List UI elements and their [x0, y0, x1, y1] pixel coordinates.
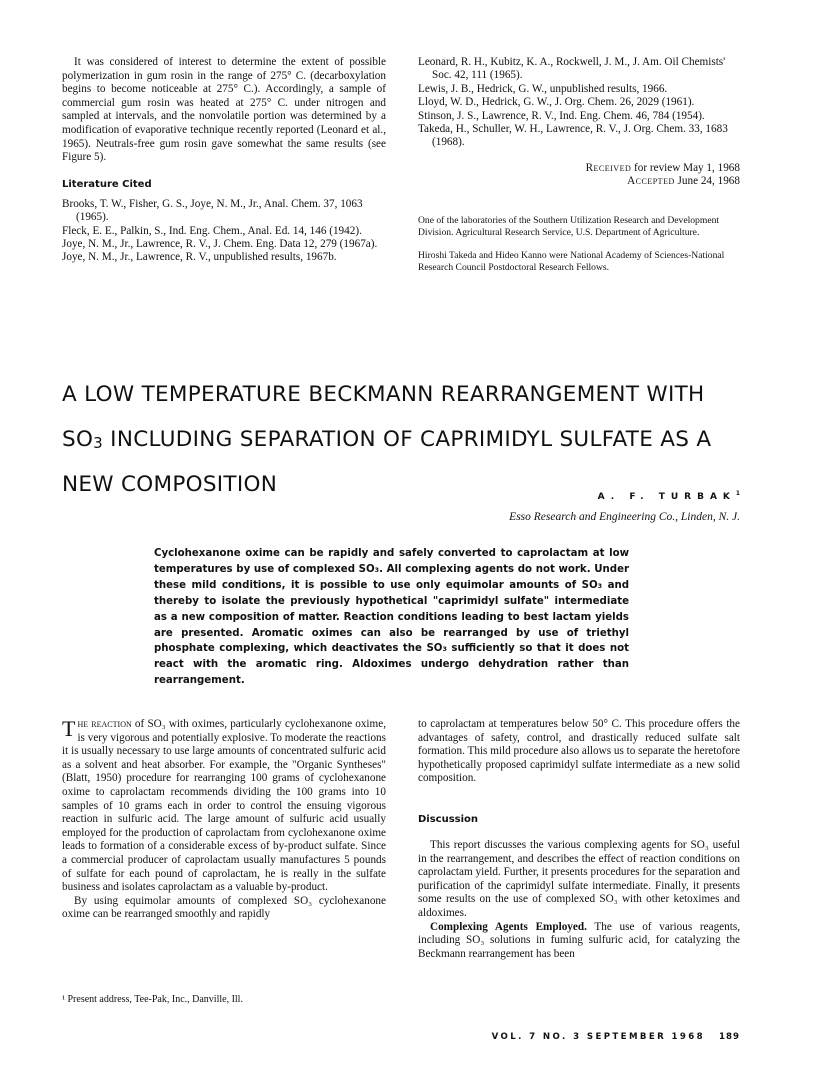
accepted-date: June 24, 1968	[677, 175, 740, 188]
body-paragraph-4: This report discusses the various complexing agents for SO₃ useful in the rearrangement, and describes the effect of reaction conditions on caprolactam yield. Further, it presents procedures for the separation and purification of the caprimidyl sulfate intermediate. Finally, it presents some results on the use of complexed SO₃ with other ketoximes and aldoximes.	[418, 838, 740, 919]
reference-item: Leonard, R. H., Kubitz, K. A., Rockwell, J. M., J. Am. Oil Chemists' Soc. 42, 111 (1965).	[418, 56, 726, 82]
reference-item: Brooks, T. W., Fisher, G. S., Joye, N. M., Jr., Anal. Chem. 37, 1063 (1965).	[62, 197, 363, 224]
author-text: A. F. TURBAK	[597, 492, 736, 502]
author-affiliation: Esso Research and Engineering Co., Linden, N. J.	[509, 511, 740, 523]
body-paragraph-1	[62, 718, 386, 895]
title-subscript: 3	[93, 434, 104, 452]
body-left-column	[62, 718, 386, 922]
body-paragraph-2: By using equimolar amounts of complexed SO₃ cyclohexanone oxime can be rearranged smoothly and rapidly	[62, 894, 386, 921]
received-line	[418, 162, 740, 176]
received-label: Received	[585, 161, 632, 174]
title-line-2-rest: INCLUDING SEPARATION OF CAPRIMIDYL SULFATE AS A	[103, 427, 712, 452]
reference-item: Lewis, J. B., Hedrick, G. W., unpublished results, 1966.	[418, 82, 668, 95]
accepted-line	[418, 175, 740, 189]
page-number: 189	[719, 1032, 740, 1042]
author-name	[470, 492, 740, 502]
lead-in: he reaction	[77, 718, 132, 730]
drop-cap: T	[62, 716, 76, 741]
literature-cited-heading: Literature Cited	[62, 178, 152, 190]
reference-item: Joye, N. M., Jr., Lawrence, R. V., J. Chem. Eng. Data 12, 279 (1967a).	[62, 237, 378, 250]
reference-item: Takeda, H., Schuller, W. H., Lawrence, R. V., J. Org. Chem. 33, 1683 (1968).	[418, 123, 728, 149]
reference-item: Fleck, E. E., Palkin, S., Ind. Eng. Chem., Anal. Ed. 14, 146 (1942).	[62, 224, 362, 237]
title-line-3: NEW COMPOSITION	[62, 472, 278, 497]
accepted-label: Accepted	[627, 175, 675, 188]
article-title	[62, 372, 752, 507]
top-right-column	[418, 56, 740, 273]
top-left-column	[62, 56, 386, 265]
paragraph-run-in-head: Complexing Agents Employed.	[430, 920, 587, 933]
body-paragraph-5	[418, 921, 740, 962]
body-paragraph-3: to caprolactam at temperatures below 50° C. This procedure offers the advantages of safety, control, and drastically reduced sulfate salt formation. This mild procedure also allows us to separate the heretofore hypothetically proposed caprimidyl sulfate intermediate as a new solid composition.	[418, 718, 740, 785]
abstract: Cyclohexanone oxime can be rapidly and safely converted to caprolactam at low temperatures by use of complexed SO₃. All complexing agents do not work. Under these mild conditions, it is possible to use only equimolar amounts of SO₃ and thereby to isolate the previously hypothetical "caprimidyl sulfate" intermediate as a new composition of matter. Reaction conditions leading to best lactam yields are presented. Aromatic oximes can also be rearranged by use of triethyl phosphate complexing, which deactivates the SO₃ sufficiently so that it does not react with the aromatic ring. Aldoximes undergo dehydration rather than rearrangement.	[154, 548, 629, 687]
title-line-1: A LOW TEMPERATURE BECKMANN REARRANGEMENT WITH	[62, 382, 705, 407]
fellows-note: Hiroshi Takeda and Hideo Kanno were National Academy of Sciences-National Research Council Postdoctoral Research Fellows.	[418, 250, 725, 273]
received-date: for review May 1, 1968	[634, 161, 740, 174]
intro-paragraph: It was considered of interest to determine the extent of possible polymerization in gum rosin in the range of 275° C. (decarboxylation begins to become noticeable at 275° C.). Accordingly, a sample of commercial gum rosin was heated at 275° C. under nitrogen and sampled at intervals, and the nonvolatile portion was determined by a modification of evaporative technique recently reported (Leonard et al., 1965). Neutrals-free gum rosin gave somewhat the same results (see Figure 5).	[62, 56, 386, 164]
lab-note: One of the laboratories of the Southern Utilization Research and Development Division. Agricultural Research Service, U.S. Department of Agriculture.	[418, 215, 720, 238]
footnote: ¹ Present address, Tee-Pak, Inc., Danville, Ill.	[62, 994, 243, 1005]
discussion-heading: Discussion	[418, 813, 479, 825]
author-footnote-mark: 1	[735, 491, 740, 497]
reference-item: Stinson, J. S., Lawrence, R. V., Ind. Eng. Chem. 46, 784 (1954).	[418, 109, 705, 122]
reference-item: Joye, N. M., Jr., Lawrence, R. V., unpublished results, 1967b.	[62, 251, 337, 264]
body-right-column	[418, 718, 740, 961]
body-paragraph-1-text: of SO₃ with oximes, particularly cyclohexanone oxime, is very vigorous and potentially explosive. To moderate the reactions it is usually necessary to use large amounts of concentrated sulfuric acid as a solvent and heat absorber. For example, the "Organic Syntheses" (Blatt, 1950) procedure for rearranging 100 grams of cyclohexanone oxime to caprolactam recommends dividing the 100 grams into 10 samples of 10 grams each in order to control the ensuing vigorous reaction in sulfuric acid. The large amount of sulfuric acid usually employed for the production of caprolactam from cyclohexanone oxime leads to formation of a considerable excess of by-product sulfate. Since a commercial producer of caprolactam usually manufactures 5 pounds of sulfate for each pound of caprolactam, he is really in the sulfate business and isolates caprolactam as a valuable by-product.	[62, 718, 386, 894]
title-line-2	[62, 417, 752, 462]
body-paragraph-5-text: The use of various reagents, including SO₃ solutions in fuming sulfuric acid, for catalyzing the Beckmann rearrangement has been	[418, 920, 740, 960]
journal-issue: VOL. 7 NO. 3 SEPTEMBER 1968	[491, 1032, 706, 1042]
page-footer	[490, 1032, 740, 1042]
reference-item: Lloyd, W. D., Hedrick, G. W., J. Org. Chem. 26, 2029 (1961).	[418, 96, 695, 109]
title-so: SO	[62, 427, 94, 452]
